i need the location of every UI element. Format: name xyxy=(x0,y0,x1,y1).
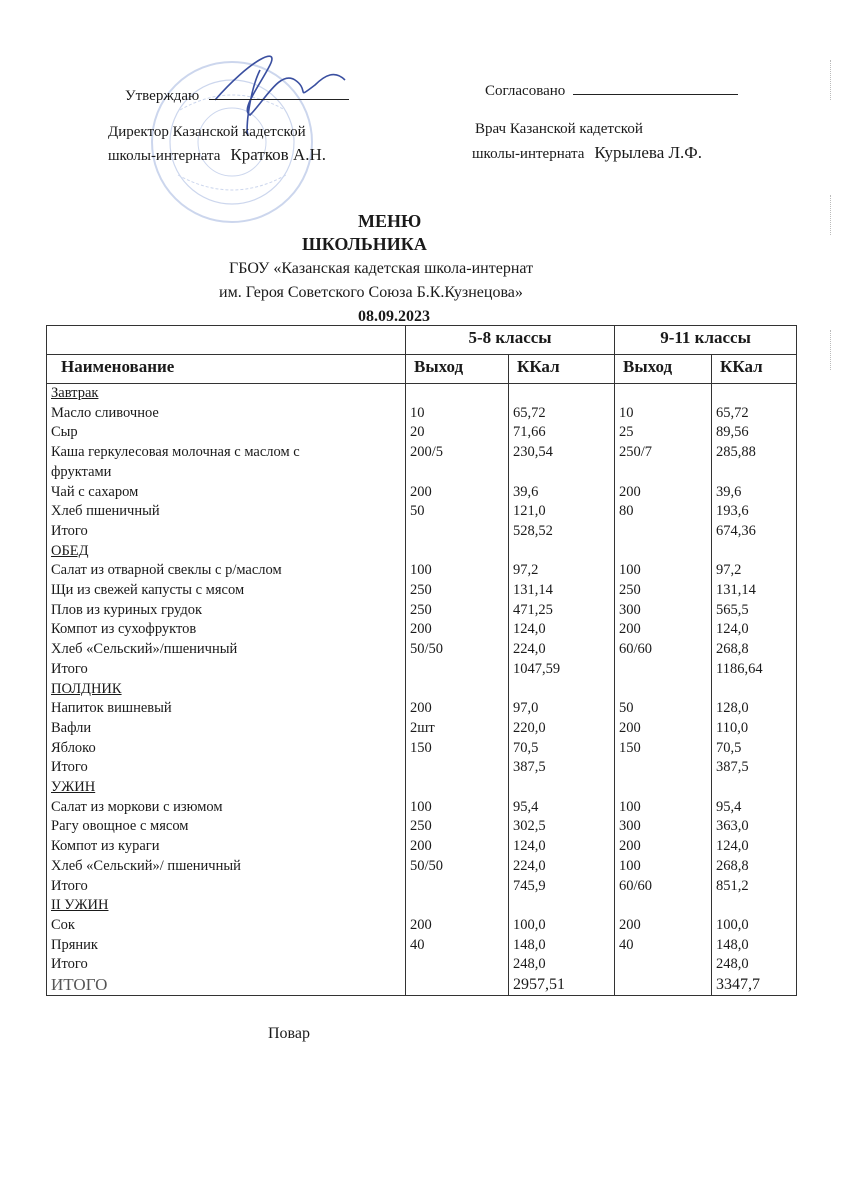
out-5-8-cell: 10 xyxy=(406,404,509,424)
out-5-8-cell: 20 xyxy=(406,423,509,443)
out-5-8-cell: 100 xyxy=(406,561,509,581)
kcal-9-11-cell: 110,0 xyxy=(712,719,797,739)
table-row xyxy=(47,483,797,503)
kcal-9-11-cell xyxy=(712,542,797,562)
out-5-8-cell: 250 xyxy=(406,817,509,837)
kcal-9-11-cell: 387,5 xyxy=(712,758,797,778)
out-9-11-cell xyxy=(615,758,712,778)
agreed-line xyxy=(485,83,738,100)
out-9-11-cell xyxy=(615,522,712,542)
kcal-5-8-cell xyxy=(509,384,615,404)
kcal-5-8-cell: 39,6 xyxy=(509,483,615,503)
doctor-name-line xyxy=(472,143,702,163)
out-9-11-cell: 300 xyxy=(615,601,712,621)
table-row xyxy=(47,561,797,581)
name-cell: Хлеб пшеничный xyxy=(47,502,406,522)
out-9-11-cell: 300 xyxy=(615,817,712,837)
signature-line xyxy=(209,99,349,100)
director-name: Кратков А.Н. xyxy=(230,145,327,164)
name-cell: УЖИН xyxy=(47,778,406,798)
out-9-11-cell xyxy=(615,975,712,995)
out-5-8-cell xyxy=(406,522,509,542)
org-name-1: ГБОУ «Казанская кадетская школа-интернат xyxy=(229,260,534,277)
table-row xyxy=(47,837,797,857)
kcal-9-11-cell: 674,36 xyxy=(712,522,797,542)
scan-artifact xyxy=(830,60,835,100)
title-menu: МЕНЮ xyxy=(358,211,422,231)
section-row xyxy=(47,778,797,798)
kcal-9-11-cell xyxy=(712,778,797,798)
name-cell: Хлеб «Сельский»/ пшеничный xyxy=(47,857,406,877)
kcal-5-8-cell xyxy=(509,542,615,562)
menu-body xyxy=(47,384,797,996)
kcal-9-11-cell xyxy=(712,384,797,404)
out-9-11-cell: 100 xyxy=(615,857,712,877)
kcal-5-8-cell: 148,0 xyxy=(509,936,615,956)
name-cell: II УЖИН xyxy=(47,896,406,916)
kcal-9-11-cell: 363,0 xyxy=(712,817,797,837)
total-row xyxy=(47,758,797,778)
kcal-9-11-cell xyxy=(712,896,797,916)
name-cell: Итого xyxy=(47,955,406,975)
col-out-5-8-header: Выход xyxy=(406,355,509,384)
name-cell: Салат из моркови с изюмом xyxy=(47,798,406,818)
kcal-9-11-cell: 97,2 xyxy=(712,561,797,581)
out-5-8-cell: 200 xyxy=(406,620,509,640)
kcal-5-8-cell: 2957,51 xyxy=(509,975,615,995)
out-9-11-cell: 25 xyxy=(615,423,712,443)
approve-label: Утверждаю xyxy=(125,88,200,104)
name-cell: Вафли xyxy=(47,719,406,739)
kcal-5-8-cell: 70,5 xyxy=(509,739,615,759)
name-cell: Хлеб «Сельский»/пшеничный xyxy=(47,640,406,660)
scan-artifact xyxy=(830,195,835,235)
name-cell: Плов из куриных грудок xyxy=(47,601,406,621)
name-cell: Завтрак xyxy=(47,384,406,404)
kcal-9-11-cell: 851,2 xyxy=(712,877,797,897)
kcal-5-8-cell xyxy=(509,680,615,700)
table-row xyxy=(47,857,797,877)
kcal-9-11-cell: 268,8 xyxy=(712,857,797,877)
out-5-8-cell: 250 xyxy=(406,601,509,621)
out-9-11-cell: 40 xyxy=(615,936,712,956)
table-row xyxy=(47,719,797,739)
kcal-9-11-cell: 124,0 xyxy=(712,620,797,640)
name-cell: Напиток вишневый xyxy=(47,699,406,719)
out-9-11-cell: 200 xyxy=(615,916,712,936)
col-kcal-5-8-header: ККал xyxy=(509,355,615,384)
name-cell: Щи из свежей капусты с мясом xyxy=(47,581,406,601)
out-9-11-cell: 200 xyxy=(615,620,712,640)
total-row xyxy=(47,955,797,975)
table-row xyxy=(47,443,797,463)
total-row xyxy=(47,877,797,897)
kcal-5-8-cell: 248,0 xyxy=(509,955,615,975)
table-row xyxy=(47,404,797,424)
menu-date: 08.09.2023 xyxy=(358,308,430,325)
doctor-name: Курылева Л.Ф. xyxy=(594,143,702,162)
name-cell: Итого xyxy=(47,522,406,542)
kcal-5-8-cell: 1047,59 xyxy=(509,660,615,680)
org-name-2: им. Героя Советского Союза Б.К.Кузнецова» xyxy=(219,284,523,301)
out-5-8-cell xyxy=(406,778,509,798)
kcal-5-8-cell: 97,2 xyxy=(509,561,615,581)
kcal-5-8-cell: 124,0 xyxy=(509,837,615,857)
name-cell: Итого xyxy=(47,758,406,778)
director-position: Директор Казанской кадетской xyxy=(108,124,306,140)
name-cell: Чай с сахаром xyxy=(47,483,406,503)
section-row xyxy=(47,896,797,916)
scan-artifact xyxy=(830,330,835,370)
name-cell: ИТОГО xyxy=(47,975,406,995)
out-9-11-cell: 60/60 xyxy=(615,640,712,660)
cook-label: Повар xyxy=(268,1025,310,1042)
name-cell: Яблоко xyxy=(47,739,406,759)
name-cell: Итого xyxy=(47,660,406,680)
out-9-11-cell xyxy=(615,896,712,916)
kcal-9-11-cell: 1186,64 xyxy=(712,660,797,680)
table-row xyxy=(47,817,797,837)
out-9-11-cell xyxy=(615,660,712,680)
out-5-8-cell: 200 xyxy=(406,483,509,503)
kcal-9-11-cell: 565,5 xyxy=(712,601,797,621)
kcal-9-11-cell: 131,14 xyxy=(712,581,797,601)
col-out-9-11-header: Выход xyxy=(615,355,712,384)
out-9-11-cell xyxy=(615,384,712,404)
col-name-header: Наименование xyxy=(47,355,406,384)
name-cell: Сок xyxy=(47,916,406,936)
group-9-11-header: 9-11 классы xyxy=(615,326,797,355)
out-9-11-cell xyxy=(615,778,712,798)
kcal-5-8-cell: 121,0 xyxy=(509,502,615,522)
grand-total-row xyxy=(47,975,797,995)
out-5-8-cell xyxy=(406,896,509,916)
out-9-11-cell: 150 xyxy=(615,739,712,759)
out-9-11-cell: 60/60 xyxy=(615,877,712,897)
kcal-5-8-cell: 100,0 xyxy=(509,916,615,936)
out-9-11-cell xyxy=(615,680,712,700)
kcal-9-11-cell: 248,0 xyxy=(712,955,797,975)
table-row xyxy=(47,581,797,601)
out-9-11-cell xyxy=(615,463,712,483)
out-5-8-cell xyxy=(406,660,509,680)
out-5-8-cell: 250 xyxy=(406,581,509,601)
menu-table xyxy=(46,325,797,996)
kcal-5-8-cell: 745,9 xyxy=(509,877,615,897)
kcal-5-8-cell: 230,54 xyxy=(509,443,615,463)
table-row xyxy=(47,699,797,719)
out-9-11-cell: 100 xyxy=(615,561,712,581)
name-cell: Рагу овощное с мясом xyxy=(47,817,406,837)
out-5-8-cell: 50/50 xyxy=(406,640,509,660)
name-cell: фруктами xyxy=(47,463,406,483)
name-cell: Итого xyxy=(47,877,406,897)
out-5-8-cell: 150 xyxy=(406,739,509,759)
kcal-5-8-cell: 131,14 xyxy=(509,581,615,601)
out-5-8-cell: 40 xyxy=(406,936,509,956)
kcal-9-11-cell: 128,0 xyxy=(712,699,797,719)
total-row xyxy=(47,660,797,680)
kcal-5-8-cell: 97,0 xyxy=(509,699,615,719)
table-row xyxy=(47,601,797,621)
kcal-5-8-cell xyxy=(509,463,615,483)
kcal-5-8-cell: 471,25 xyxy=(509,601,615,621)
out-5-8-cell: 50 xyxy=(406,502,509,522)
kcal-9-11-cell: 193,6 xyxy=(712,502,797,522)
kcal-9-11-cell: 268,8 xyxy=(712,640,797,660)
name-cell: Компот из сухофруктов xyxy=(47,620,406,640)
out-9-11-cell: 200 xyxy=(615,719,712,739)
empty-header-cell xyxy=(47,326,406,355)
out-9-11-cell: 200 xyxy=(615,837,712,857)
out-5-8-cell: 200/5 xyxy=(406,443,509,463)
kcal-5-8-cell: 224,0 xyxy=(509,640,615,660)
kcal-9-11-cell: 70,5 xyxy=(712,739,797,759)
kcal-5-8-cell: 65,72 xyxy=(509,404,615,424)
out-9-11-cell xyxy=(615,542,712,562)
out-5-8-cell xyxy=(406,680,509,700)
round-stamp-icon xyxy=(152,62,312,222)
name-cell: Масло сливочное xyxy=(47,404,406,424)
out-9-11-cell: 10 xyxy=(615,404,712,424)
name-cell: Сыр xyxy=(47,423,406,443)
kcal-9-11-cell: 39,6 xyxy=(712,483,797,503)
out-5-8-cell xyxy=(406,758,509,778)
kcal-9-11-cell xyxy=(712,680,797,700)
kcal-5-8-cell: 224,0 xyxy=(509,857,615,877)
kcal-5-8-cell: 302,5 xyxy=(509,817,615,837)
kcal-5-8-cell xyxy=(509,778,615,798)
section-row xyxy=(47,384,797,404)
name-cell: Компот из кураги xyxy=(47,837,406,857)
column-header-row xyxy=(47,355,797,384)
table-row xyxy=(47,640,797,660)
table-row xyxy=(47,502,797,522)
signature-line xyxy=(573,94,738,95)
name-cell: Пряник xyxy=(47,936,406,956)
section-row xyxy=(47,542,797,562)
table-row xyxy=(47,620,797,640)
table-row xyxy=(47,916,797,936)
kcal-5-8-cell xyxy=(509,896,615,916)
name-cell: ПОЛДНИК xyxy=(47,680,406,700)
name-cell: Каша геркулесовая молочная с маслом с xyxy=(47,443,406,463)
kcal-5-8-cell: 387,5 xyxy=(509,758,615,778)
out-5-8-cell: 2шт xyxy=(406,719,509,739)
out-5-8-cell xyxy=(406,463,509,483)
table-row xyxy=(47,936,797,956)
approve-line xyxy=(125,88,349,105)
out-5-8-cell xyxy=(406,877,509,897)
out-9-11-cell: 200 xyxy=(615,483,712,503)
out-5-8-cell xyxy=(406,542,509,562)
name-cell: Салат из отварной свеклы с р/маслом xyxy=(47,561,406,581)
out-5-8-cell: 200 xyxy=(406,916,509,936)
out-9-11-cell: 50 xyxy=(615,699,712,719)
kcal-9-11-cell: 3347,7 xyxy=(712,975,797,995)
doctor-school: школы-интерната xyxy=(472,146,585,162)
group-header-row xyxy=(47,326,797,355)
kcal-5-8-cell: 124,0 xyxy=(509,620,615,640)
table-row xyxy=(47,739,797,759)
out-9-11-cell: 250 xyxy=(615,581,712,601)
kcal-5-8-cell: 71,66 xyxy=(509,423,615,443)
kcal-9-11-cell: 124,0 xyxy=(712,837,797,857)
table-row xyxy=(47,423,797,443)
out-5-8-cell xyxy=(406,384,509,404)
kcal-9-11-cell: 148,0 xyxy=(712,936,797,956)
doctor-position: Врач Казанской кадетской xyxy=(475,121,643,137)
director-school: школы-интерната xyxy=(108,148,221,164)
name-cell: ОБЕД xyxy=(47,542,406,562)
out-9-11-cell: 80 xyxy=(615,502,712,522)
out-9-11-cell: 250/7 xyxy=(615,443,712,463)
kcal-9-11-cell: 65,72 xyxy=(712,404,797,424)
out-5-8-cell xyxy=(406,955,509,975)
title-student: ШКОЛЬНИКА xyxy=(302,234,427,254)
kcal-9-11-cell xyxy=(712,463,797,483)
out-9-11-cell: 100 xyxy=(615,798,712,818)
total-row xyxy=(47,522,797,542)
table-row xyxy=(47,463,797,483)
kcal-9-11-cell: 100,0 xyxy=(712,916,797,936)
col-kcal-9-11-header: ККал xyxy=(712,355,797,384)
kcal-9-11-cell: 95,4 xyxy=(712,798,797,818)
kcal-5-8-cell: 528,52 xyxy=(509,522,615,542)
group-5-8-header: 5-8 классы xyxy=(406,326,615,355)
kcal-9-11-cell: 89,56 xyxy=(712,423,797,443)
out-5-8-cell: 200 xyxy=(406,699,509,719)
out-5-8-cell: 100 xyxy=(406,798,509,818)
out-5-8-cell: 50/50 xyxy=(406,857,509,877)
agreed-label: Согласовано xyxy=(485,83,566,99)
out-5-8-cell: 200 xyxy=(406,837,509,857)
table-row xyxy=(47,798,797,818)
section-row xyxy=(47,680,797,700)
kcal-5-8-cell: 220,0 xyxy=(509,719,615,739)
out-9-11-cell xyxy=(615,955,712,975)
kcal-9-11-cell: 285,88 xyxy=(712,443,797,463)
director-name-line xyxy=(108,145,326,165)
out-5-8-cell xyxy=(406,975,509,995)
kcal-5-8-cell: 95,4 xyxy=(509,798,615,818)
